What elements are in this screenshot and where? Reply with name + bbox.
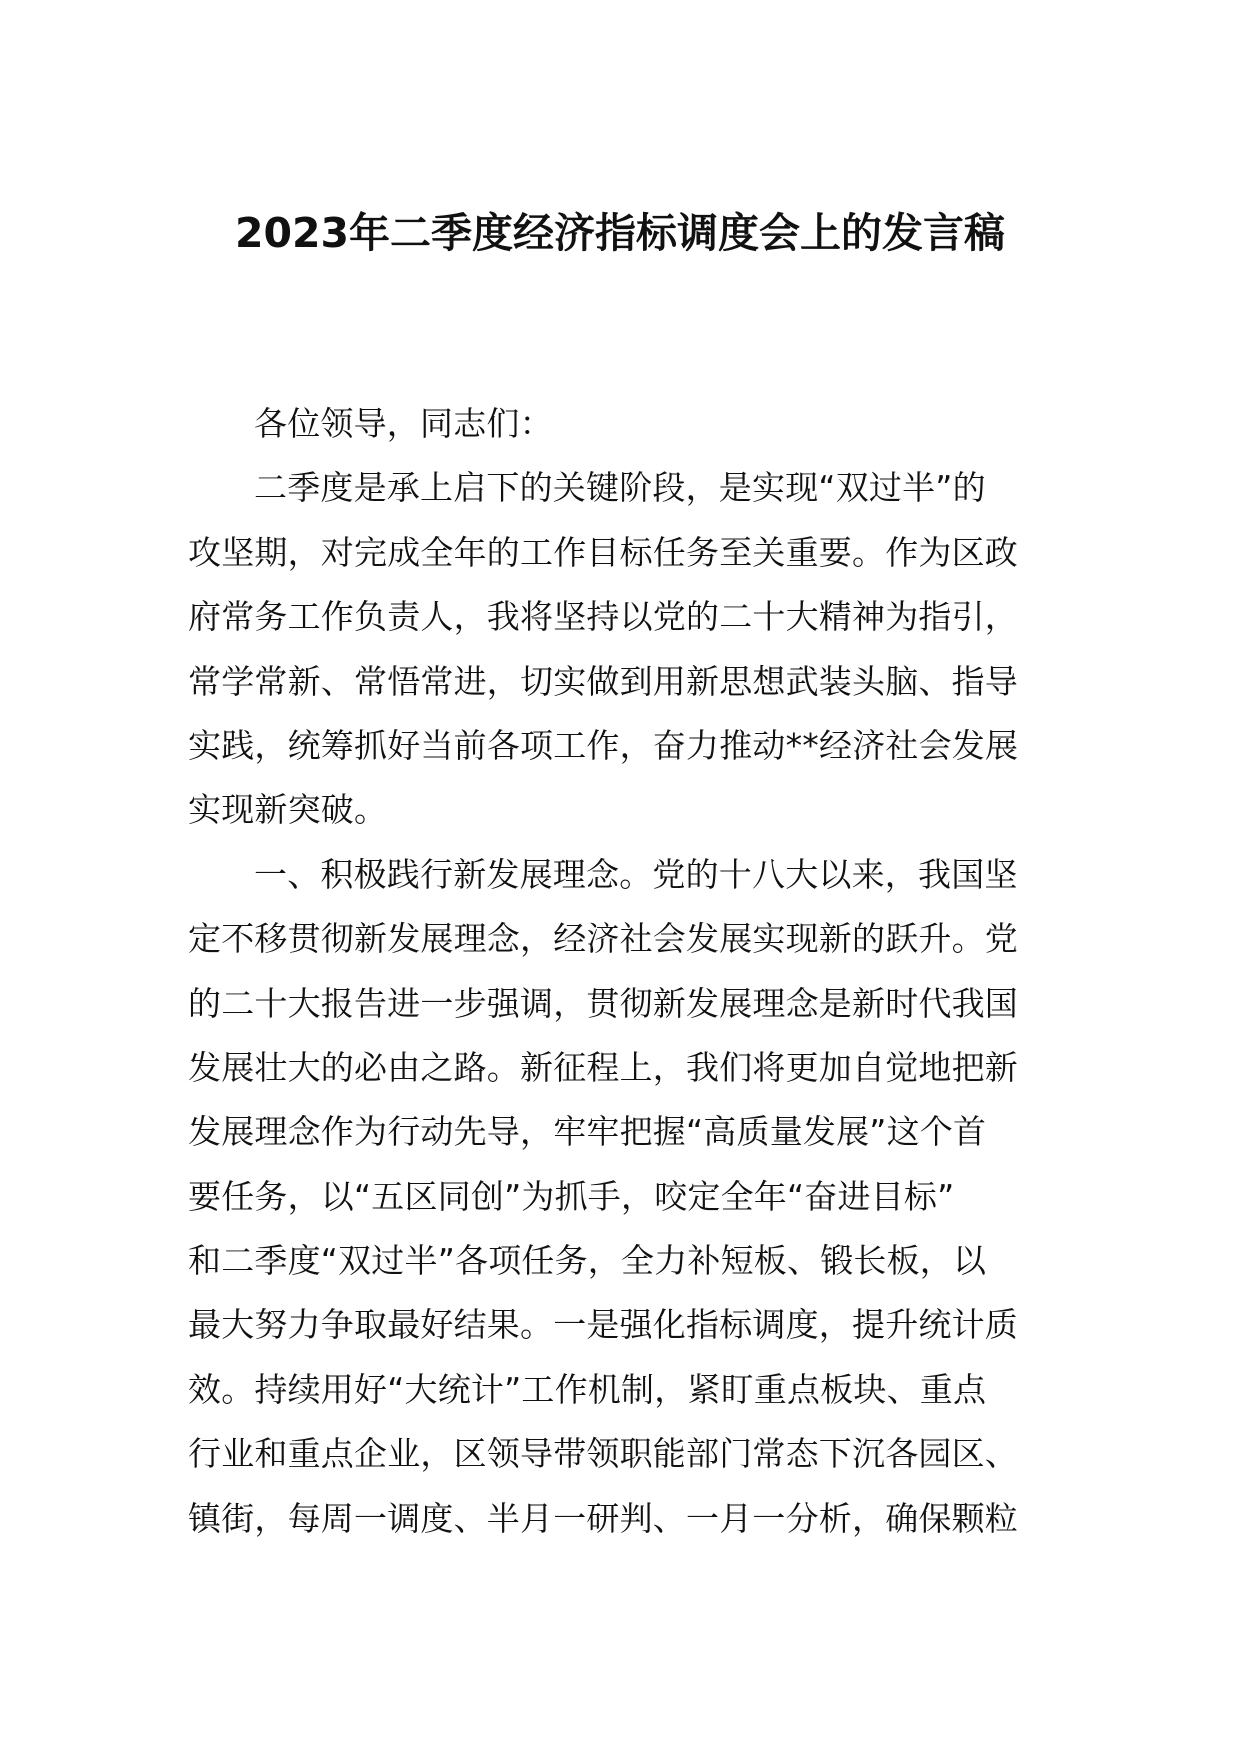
document-body (188, 392, 1058, 1551)
paragraph-line: 要任务，以“五区同创”为抓手，咬定全年“奋进目标” (188, 1176, 955, 1216)
paragraph-line: 行业和重点企业，区领导带领职能部门常态下沉各园区、 (188, 1434, 1018, 1474)
paragraph-line: 攻坚期，对完成全年的工作目标任务至关重要。作为区政 (188, 532, 1018, 572)
paragraph-line: 常学常新、常悟常进，切实做到用新思想武装头脑、指导 (188, 661, 1018, 701)
paragraph-line: 二季度是承上启下的关键阶段，是实现“双过半”的 (254, 468, 986, 508)
document-title: 2023年二季度经济指标调度会上的发言稿 (234, 209, 1006, 257)
paragraph-line: 和二季度“双过半”各项任务，全力补短板、锻长板，以 (188, 1241, 987, 1281)
paragraph-line: 镇街，每周一调度、半月一研判、一月一分析，确保颗粒 (188, 1498, 1018, 1538)
paragraph-line: 实践，统筹抓好当前各项工作，奋力推动**经济社会发展 (188, 725, 1019, 765)
paragraph-line: 效。持续用好“大统计”工作机制，紧盯重点板块、重点 (188, 1369, 987, 1409)
paragraph-line: 定不移贯彻新发展理念，经济社会发展实现新的跃升。党 (188, 919, 1018, 959)
salutation-line: 各位领导，同志们： (254, 404, 553, 443)
paragraph-line: 实现新突破。 (188, 790, 388, 830)
section-heading-line: 一、积极践行新发展理念。党的十八大以来，我国坚 (254, 854, 1018, 894)
paragraph-line: 府常务工作负责人，我将坚持以党的二十大精神为指引， (188, 597, 1018, 637)
paragraph-line: 发展理念作为行动先导，牢牢把握“高质量发展”这个首 (188, 1112, 987, 1152)
paragraph-line: 发展壮大的必由之路。新征程上，我们将更加自觉地把新 (188, 1047, 1018, 1087)
paragraph-line: 的二十大报告进一步强调，贯彻新发展理念是新时代我国 (188, 983, 1018, 1023)
paragraph-line: 最大努力争取最好结果。一是强化指标调度，提升统计质 (188, 1305, 1018, 1345)
